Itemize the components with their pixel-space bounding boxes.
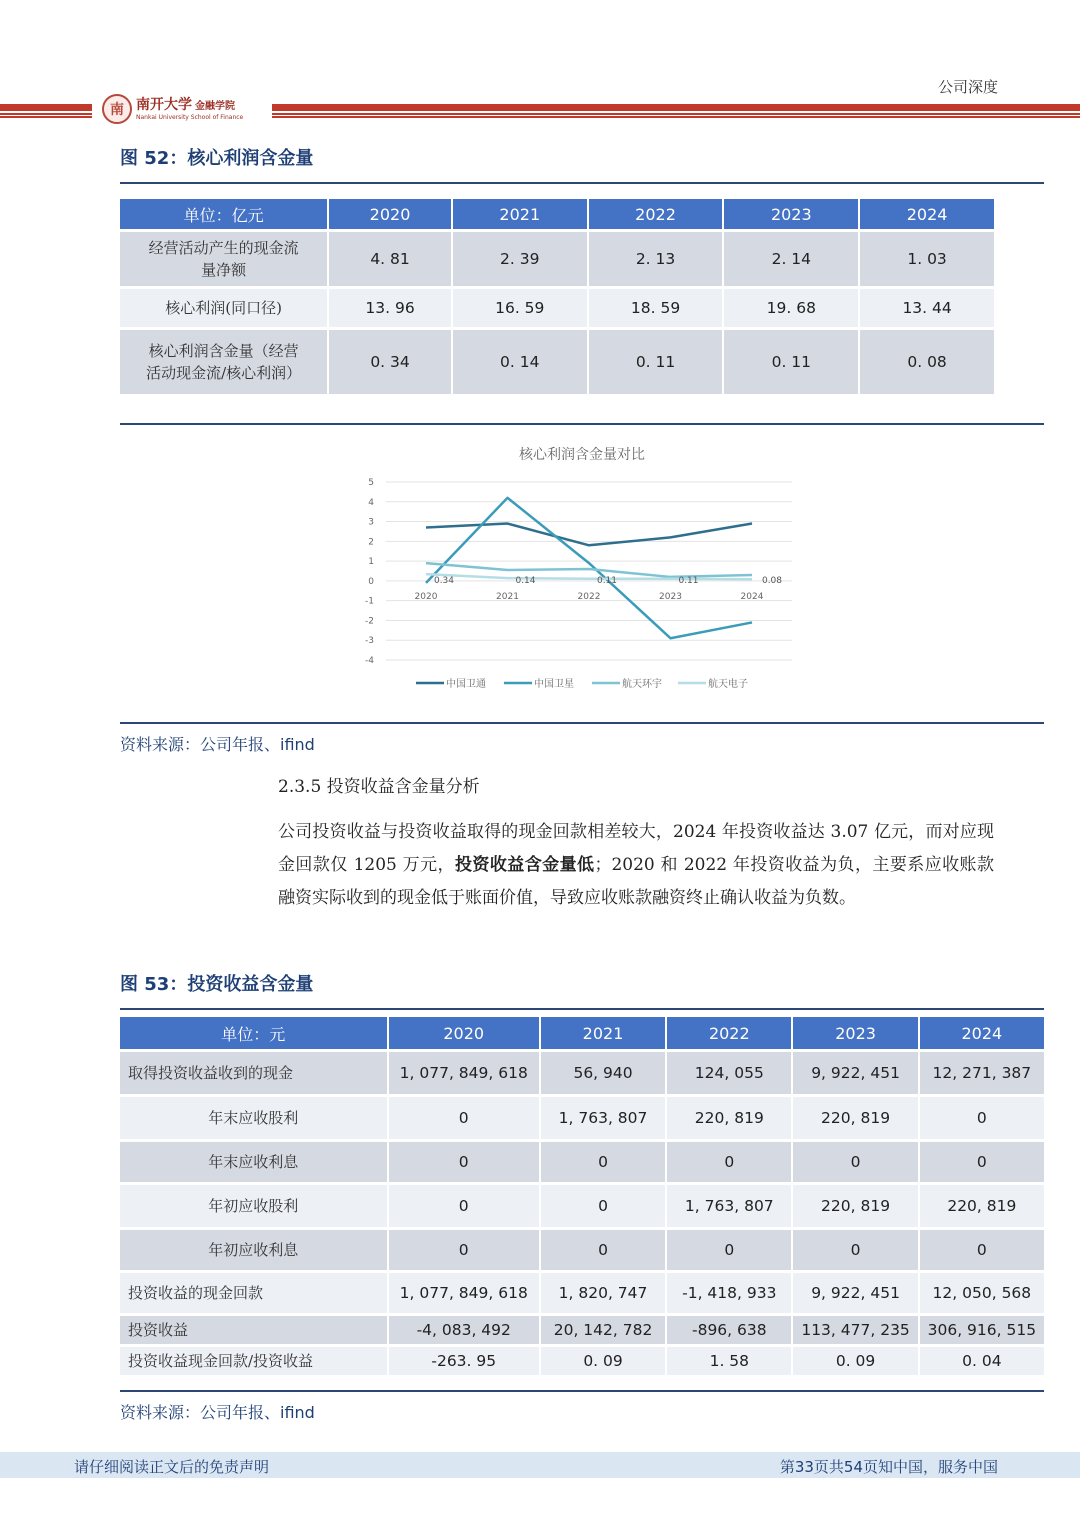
table-row <box>120 1230 1044 1270</box>
table-header-cell: 2021 <box>541 1017 665 1049</box>
figure-52-title: 图 52：核心利润含金量 <box>120 148 314 169</box>
table-cell: 0 <box>389 1097 539 1139</box>
y-tick-label: -1 <box>365 596 374 607</box>
table-cell: 0 <box>389 1230 539 1270</box>
x-tick-label: 2020 <box>414 591 438 602</box>
table-cell: -4, 083, 492 <box>389 1316 539 1344</box>
table-header-cell: 2020 <box>329 199 451 229</box>
table-header-cell: 2022 <box>667 1017 791 1049</box>
table-cell: 56, 940 <box>541 1052 665 1094</box>
table-cell: 16. 59 <box>453 289 587 327</box>
table-row <box>120 330 994 394</box>
core-profit-comparison-chart <box>340 436 810 696</box>
x-tick-label: 2022 <box>577 591 601 602</box>
table-row <box>120 289 994 327</box>
logo-english: Nankai University School of Finance <box>136 114 244 121</box>
core-profit-table <box>118 196 996 397</box>
table-cell: -1, 418, 933 <box>667 1273 791 1313</box>
chart-gridlines <box>386 482 792 660</box>
table-cell: 1, 077, 849, 618 <box>389 1273 539 1313</box>
table-cell: 1. 03 <box>860 232 994 286</box>
table-cell: 9, 922, 451 <box>793 1052 917 1094</box>
table-cell: 113, 477, 235 <box>793 1316 917 1344</box>
investment-income-table <box>118 1014 1046 1378</box>
figure-53-bottom-rule <box>120 1390 1044 1392</box>
section-heading: 2.3.5 投资收益含金量分析 <box>278 777 480 797</box>
table-cell: 0 <box>920 1097 1044 1139</box>
source-note: 资料来源：公司年报、ifind <box>120 1403 315 1422</box>
table-cell: 0. 04 <box>920 1347 1044 1375</box>
table-cell: 0 <box>541 1185 665 1227</box>
table-cell: 1, 820, 747 <box>541 1273 665 1313</box>
table-cell: 12, 271, 387 <box>920 1052 1044 1094</box>
table-row <box>120 1142 1044 1182</box>
logo-name: 南开大学 <box>136 97 192 113</box>
y-tick-label: 3 <box>368 517 374 528</box>
table-row <box>120 1273 1044 1313</box>
logo-school: 金融学院 <box>195 101 235 112</box>
table-cell: 9, 922, 451 <box>793 1273 917 1313</box>
legend-item <box>678 677 748 690</box>
row-label: 年初应收股利 <box>120 1185 387 1227</box>
table-cell: 12, 050, 568 <box>920 1273 1044 1313</box>
y-tick-label: -3 <box>365 636 374 647</box>
header-band-right <box>272 104 1080 118</box>
data-label: 0.14 <box>515 575 536 586</box>
row-label: 年末应收股利 <box>120 1097 387 1139</box>
row-label: 取得投资收益收到的现金 <box>120 1052 387 1094</box>
table-cell: 2. 13 <box>589 232 723 286</box>
table-cell: 220, 819 <box>793 1097 917 1139</box>
table-cell: 1, 763, 807 <box>667 1185 791 1227</box>
table-cell: 0 <box>793 1230 917 1270</box>
seal-icon: 南 <box>102 94 132 124</box>
page-number: 第33页共54页知中国，服务中国 <box>779 1458 998 1476</box>
table-header-cell: 单位：元 <box>120 1017 387 1049</box>
legend-item <box>416 677 486 690</box>
data-label: 0.34 <box>433 575 455 586</box>
y-tick-label: 1 <box>368 557 374 568</box>
row-label: 投资收益 <box>120 1316 387 1344</box>
table-row <box>120 1185 1044 1227</box>
row-label: 核心利润(同口径) <box>120 289 327 327</box>
table-header-cell: 2021 <box>453 199 587 229</box>
disclaimer-note: 请仔细阅读正文后的免责声明 <box>74 1458 270 1476</box>
chart-bottom-rule <box>120 722 1044 724</box>
report-type-label: 公司深度 <box>938 78 999 96</box>
table-cell: 13. 44 <box>860 289 994 327</box>
chart-legend <box>416 677 748 690</box>
table-header-cell: 2022 <box>589 199 723 229</box>
legend-label: 中国卫星 <box>534 679 574 690</box>
data-label: 0.08 <box>761 575 783 586</box>
series-line-0 <box>426 524 752 546</box>
table-cell: 0 <box>389 1185 539 1227</box>
table-cell: 18. 59 <box>589 289 723 327</box>
table-cell: 2. 14 <box>724 232 858 286</box>
legend-label: 航天电子 <box>708 679 748 690</box>
table-cell: 1, 763, 807 <box>541 1097 665 1139</box>
figure-53-top-rule <box>120 1008 1044 1010</box>
table-cell: 0. 14 <box>453 330 587 394</box>
row-label: 年末应收利息 <box>120 1142 387 1182</box>
table-cell: 0 <box>541 1230 665 1270</box>
table-header-cell: 2024 <box>920 1017 1044 1049</box>
table-cell: 4. 81 <box>329 232 451 286</box>
table-cell: 13. 96 <box>329 289 451 327</box>
table-cell: 1. 58 <box>667 1347 791 1375</box>
x-tick-label: 2023 <box>659 591 682 602</box>
table-cell: 0. 34 <box>329 330 451 394</box>
x-tick-label: 2024 <box>740 591 764 602</box>
table-cell: 19. 68 <box>724 289 858 327</box>
table-cell: 0 <box>541 1142 665 1182</box>
table-header-cell: 2024 <box>860 199 994 229</box>
table-cell: 220, 819 <box>793 1185 917 1227</box>
data-label: 0.11 <box>678 575 699 586</box>
row-label: 核心利润含金量（经营 活动现金流/核心利润） <box>120 330 327 394</box>
legend-item <box>592 677 662 690</box>
table-cell: 220, 819 <box>667 1097 791 1139</box>
source-note: 资料来源：公司年报、ifind <box>120 735 315 754</box>
table-cell: 0 <box>389 1142 539 1182</box>
table-cell: 0 <box>667 1230 791 1270</box>
table-cell: -896, 638 <box>667 1316 791 1344</box>
y-tick-label: -4 <box>365 656 374 666</box>
page-footer <box>0 1452 1080 1478</box>
table-cell: 0 <box>667 1142 791 1182</box>
emphasis-text: 投资收益含金量低 <box>454 855 595 875</box>
table-cell: 0. 09 <box>541 1347 665 1375</box>
chart-top-rule <box>120 423 1044 425</box>
table-row <box>120 1316 1044 1344</box>
y-tick-label: 5 <box>368 478 374 488</box>
series-line-2 <box>426 563 752 577</box>
y-tick-label: -2 <box>365 616 374 627</box>
table-cell: 124, 055 <box>667 1052 791 1094</box>
x-tick-label: 2021 <box>496 591 519 602</box>
table-cell: 20, 142, 782 <box>541 1316 665 1344</box>
legend-label: 航天环宇 <box>622 679 662 690</box>
figure-53-title: 图 53：投资收益含金量 <box>120 974 314 995</box>
table-header-cell: 2023 <box>724 199 858 229</box>
table-header-cell: 2023 <box>793 1017 917 1049</box>
university-logo <box>102 94 262 126</box>
table-row <box>120 1052 1044 1094</box>
table-header-cell: 2020 <box>389 1017 539 1049</box>
table-cell: 0. 11 <box>724 330 858 394</box>
table-row <box>120 1097 1044 1139</box>
y-axis-ticks <box>365 478 374 666</box>
table-cell: 2. 39 <box>453 232 587 286</box>
figure-52-top-rule <box>120 182 1044 184</box>
legend-label: 中国卫通 <box>446 679 486 690</box>
table-header-row <box>120 199 994 229</box>
row-label: 经营活动产生的现金流 量净额 <box>120 232 327 286</box>
section-paragraph: 公司投资收益与投资收益取得的现金回款相差较大，2024 年投资收益达 3.07 亿元，而对应现金回款仅 1205 万元，投资收益含金量低；2020 和 2022 年投资收益为负，主要系应收账款融资实际收到的现金低于账面价值，导致应收账款融资终止确认收益为负数。 <box>278 822 994 908</box>
table-cell: -263. 95 <box>389 1347 539 1375</box>
table-cell: 1, 077, 849, 618 <box>389 1052 539 1094</box>
data-label: 0.11 <box>596 575 618 586</box>
table-cell: 0. 11 <box>589 330 723 394</box>
table-cell: 220, 819 <box>920 1185 1044 1227</box>
row-label: 年初应收利息 <box>120 1230 387 1270</box>
table-row <box>120 1347 1044 1375</box>
table-row <box>120 232 994 286</box>
legend-item <box>504 677 574 690</box>
table-cell: 0. 08 <box>860 330 994 394</box>
table-cell: 306, 916, 515 <box>920 1316 1044 1344</box>
header-band-left <box>0 104 92 118</box>
table-header-row <box>120 1017 1044 1049</box>
table-cell: 0 <box>793 1142 917 1182</box>
table-cell: 0 <box>920 1230 1044 1270</box>
row-label: 投资收益的现金回款 <box>120 1273 387 1313</box>
y-tick-label: 4 <box>368 497 374 508</box>
table-cell: 0 <box>920 1142 1044 1182</box>
table-header-cell: 单位：亿元 <box>120 199 327 229</box>
row-label: 投资收益现金回款/投资收益 <box>120 1347 387 1375</box>
y-tick-label: 0 <box>368 576 374 587</box>
y-tick-label: 2 <box>368 537 374 548</box>
chart-series <box>426 498 752 638</box>
table-cell: 0. 09 <box>793 1347 917 1375</box>
chart-title: 核心利润含金量对比 <box>519 447 645 463</box>
